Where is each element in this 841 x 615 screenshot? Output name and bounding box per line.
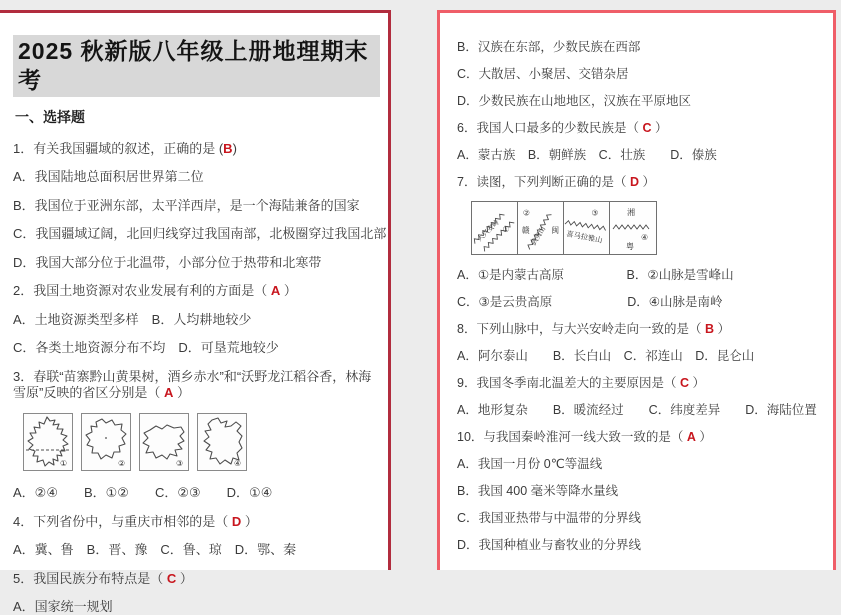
province-map-4 — [197, 413, 247, 471]
line-text: ） — [638, 175, 655, 189]
line-text: ) — [232, 140, 237, 156]
line-text: C．我国疆域辽阔，北回归线穿过我国南部，北极圈穿过我国北部 — [13, 226, 387, 241]
line-text: 4．下列省份中，与重庆市相邻的是（ — [13, 513, 232, 529]
region-label-left: 赣 — [521, 225, 530, 235]
exam-line-q3 — [13, 369, 380, 401]
exam-line-option — [457, 402, 825, 418]
answer-letter: C — [642, 121, 652, 135]
map-number-label: ② — [118, 459, 126, 468]
line-text: C．我国亚热带与中温带的分界线 — [457, 511, 642, 525]
section-heading: 一、选择题 — [15, 108, 85, 125]
title-row — [13, 35, 380, 97]
line-text: D．我国种植业与畜牧业的分界线 — [457, 538, 642, 552]
exam-line-option — [457, 66, 825, 82]
exam-line-option — [13, 198, 380, 214]
line-text: ） — [713, 322, 730, 336]
line-text: A．地形复杂 B．暖流经过 C．纬度差异 D．海陆位置 — [457, 403, 817, 417]
exam-line-option — [457, 537, 825, 553]
line-text: 6．我国人口最多的少数民族是（ — [457, 121, 643, 135]
exam-line-option — [457, 93, 825, 109]
mountain-cell-4 — [610, 202, 656, 254]
line-text: 9．我国冬季南北温差大的主要原因是（ — [457, 376, 680, 390]
province-map-2 — [81, 413, 131, 471]
exam-line-option — [13, 542, 380, 558]
exam-line-q4 — [13, 514, 380, 530]
line-text: ） — [688, 376, 705, 390]
exam-line-option — [13, 226, 387, 242]
line-text: ） — [241, 513, 258, 529]
line-text: ） — [280, 283, 297, 298]
line-text: C．大散居、小聚居、交错杂居 — [457, 67, 629, 81]
exam-line-option — [13, 599, 380, 615]
exam-line-option — [457, 294, 825, 310]
exam-page-2 — [437, 10, 836, 570]
line-text: C．③是云贵高原 D．④山脉是南岭 — [457, 295, 723, 309]
region-label-top: 湘 — [627, 208, 635, 217]
line-text: 2．我国土地资源对农业发展有利的方面是（ — [13, 283, 271, 298]
line-text: A．土地资源类型多样 B．人均耕地较少 — [13, 311, 252, 327]
line-text: D．少数民族在山地地区，汉族在平原地区 — [457, 94, 692, 108]
mountain-range-figure — [471, 201, 657, 255]
line-text: 3．春联“苗寨黔山黄果树，酒乡赤水”和“沃野龙江稻谷香，林海雪原”反映的省区分别是（ — [13, 368, 372, 400]
exam-line-q9 — [457, 375, 825, 391]
answer-letter: B — [223, 140, 233, 156]
exam-line-option — [457, 456, 825, 472]
mountain-cell-1 — [472, 202, 518, 254]
line-text: A．我国陆地总面积居世界第二位 — [13, 169, 204, 184]
exam-line-option — [457, 483, 825, 499]
figure-number-label: ② — [522, 208, 530, 218]
line-text: A．我国一月份 0℃等温线 — [457, 457, 603, 471]
exam-line-q1 — [13, 141, 380, 157]
exam-line-option — [457, 147, 825, 163]
map-number-label: ③ — [176, 459, 184, 468]
mountain-cell-2 — [518, 202, 564, 254]
figure-number-label: ③ — [591, 208, 599, 218]
figure-number-label: ④ — [641, 233, 649, 242]
mountain-cell-3 — [564, 202, 610, 254]
answer-letter: B — [704, 322, 714, 336]
exam-line-q2 — [13, 283, 380, 299]
line-text: 5．我国民族分布特点是（ — [13, 570, 167, 586]
answer-letter: D — [629, 175, 639, 189]
exam-page-1 — [0, 10, 391, 614]
answer-letter: A — [163, 384, 174, 400]
exam-line-q7 — [457, 174, 825, 190]
range-name-label: 喜马拉雅山 — [565, 228, 604, 245]
line-text: B．我国位于亚洲东部，太平洋西岸，是一个海陆兼备的国家 — [13, 197, 360, 213]
map-number-label: ① — [60, 459, 68, 468]
range-name-label: 武夷山 — [530, 225, 548, 247]
exam-line-option — [13, 169, 380, 185]
line-text: A．阿尔泰山 B．长白山 C．祁连山 D．昆仑山 — [457, 349, 755, 363]
line-text: D．我国大部分位于北温带，小部分位于热带和北寒带 — [13, 254, 322, 270]
line-text: 1．有关我国疆域的叙述，正确的是 ( — [13, 140, 224, 156]
line-text: ） — [173, 384, 190, 400]
answer-letter: D — [231, 513, 242, 529]
exam-line-option — [457, 348, 825, 364]
exam-title: 2025 秋新版八年级上册地理期末考 — [13, 35, 380, 97]
line-text: ） — [176, 570, 193, 586]
line-text: 8．下列山脉中，与大兴安岭走向一致的是（ — [457, 322, 705, 336]
line-text: A．蒙古族 B．朝鲜族 C．壮族 D．傣族 — [457, 148, 717, 162]
line-text: A．国家统一规划 — [13, 599, 113, 614]
exam-line-option — [13, 340, 380, 356]
region-label-bottom: 粤 — [626, 242, 634, 251]
exam-line-q5 — [13, 571, 380, 587]
region-label-right: 闽 — [551, 225, 560, 235]
line-text: ） — [651, 121, 668, 135]
line-text: 7．读图，下列判断正确的是（ — [457, 175, 630, 189]
exam-line-option — [457, 39, 825, 55]
answer-letter: A — [270, 283, 281, 298]
exam-line-option — [13, 312, 380, 328]
province-map-1 — [23, 413, 73, 471]
line-text: ） — [695, 430, 712, 444]
exam-line-option — [13, 485, 380, 501]
province-outline-figure — [23, 413, 380, 471]
line-text: C．各类土地资源分布不均 D．可垦荒地较少 — [13, 340, 279, 355]
exam-line-q8 — [457, 321, 825, 337]
map-number-label: ④ — [234, 459, 242, 468]
answer-letter: C — [679, 376, 689, 390]
line-text: A．冀、鲁 B．晋、豫 C．鲁、琼 D．鄂、秦 — [13, 542, 297, 557]
line-text: 10．与我国秦岭淮河一线大致一致的是（ — [457, 430, 687, 444]
line-text: A．①是内蒙古高原 B．②山脉是雪峰山 — [457, 268, 734, 282]
exam-line-q6 — [457, 120, 825, 136]
province-map-3 — [139, 413, 189, 471]
exam-line-option — [13, 255, 380, 271]
line-text: B．汉族在东部，少数民族在西部 — [457, 40, 641, 54]
line-text: A．②④ B．①② C．②③ D．①④ — [13, 485, 273, 500]
range-name-label: 大兴安岭 — [476, 219, 501, 244]
exam-line-option — [457, 510, 825, 526]
exam-line-q10 — [457, 429, 825, 445]
answer-letter: C — [166, 570, 177, 586]
answer-letter: A — [686, 430, 696, 444]
line-text: B．我国 400 毫米等降水量线 — [457, 484, 619, 498]
exam-line-option — [457, 267, 825, 283]
figure-number-label: ① — [502, 224, 510, 234]
